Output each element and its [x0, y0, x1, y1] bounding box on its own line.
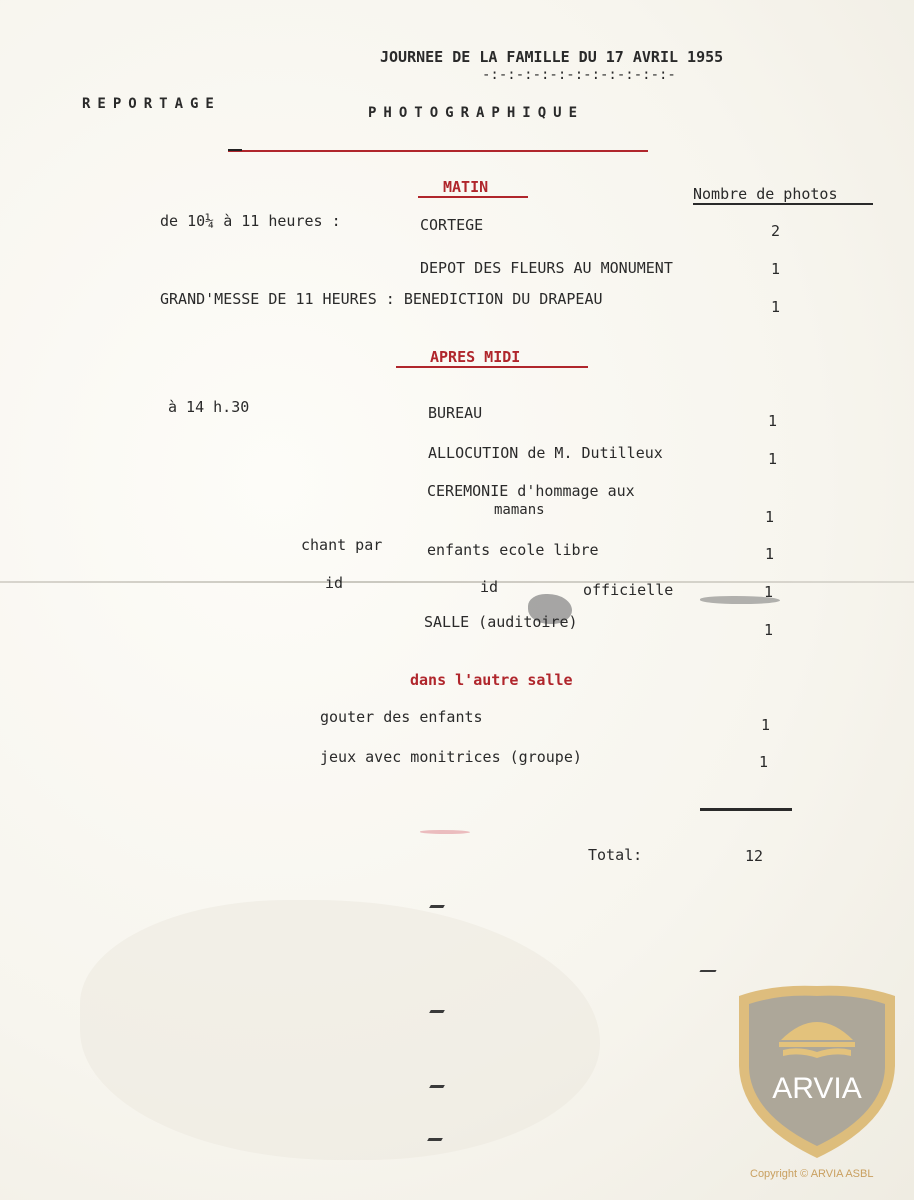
paper-fold-crease: [0, 581, 914, 583]
document-title: JOURNEE DE LA FAMILLE DU 17 AVRIL 1955: [380, 48, 724, 66]
section-heading-apres-midi: APRES MIDI: [430, 348, 521, 366]
matin-underline: [418, 196, 528, 198]
count-column-underline: [693, 203, 873, 205]
item-count: 1: [768, 450, 778, 468]
total-rule: [700, 808, 792, 811]
report-title-rule: [228, 150, 648, 152]
matin-time: de 10¼ à 11 heures :: [160, 212, 341, 230]
item-count: 1: [761, 716, 771, 734]
total-label: Total:: [588, 846, 643, 864]
item-count: 1: [771, 298, 781, 316]
item-label: CEREMONIE d'hommage aux: [427, 482, 635, 500]
pink-mark: [420, 830, 470, 834]
item-mid: id: [480, 578, 499, 596]
report-title-word1: REPORTAGE: [82, 96, 221, 112]
item-label: DEPOT DES FLEURS AU MONUMENT: [420, 259, 673, 277]
report-title-rule-black: [228, 149, 242, 151]
count-column-label: Nombre de photos: [693, 185, 838, 203]
staple-hole: [699, 970, 716, 972]
mass-label: GRAND'MESSE DE 11 HEURES : BENEDICTION DU DRAPEAU: [160, 290, 603, 308]
item-count: 1: [768, 412, 778, 430]
item-count: 2: [771, 222, 781, 240]
total-value: 12: [745, 847, 764, 865]
item-count: 1: [765, 508, 775, 526]
staple-hole: [427, 1138, 443, 1141]
section-heading-matin: MATIN: [443, 178, 489, 196]
arvia-brand-text: ARVIA: [772, 1072, 862, 1105]
item-label: gouter des enfants: [320, 708, 483, 726]
item-count: 1: [759, 753, 769, 771]
report-title-word2: PHOTOGRAPHIQUE: [368, 105, 585, 121]
title-underline: -:-:-:-:-:-:-:-:-:-:-:-: [482, 67, 676, 83]
apres-midi-underline: [396, 366, 588, 368]
item-label: ALLOCUTION de M. Dutilleux: [428, 444, 663, 462]
item-label-continuation: mamans: [494, 502, 545, 518]
item-count: 1: [764, 583, 774, 601]
apres-midi-time: à 14 h.30: [168, 398, 250, 416]
item-label: CORTEGE: [420, 216, 484, 234]
item-prefix: id: [325, 574, 344, 592]
staple-hole: [429, 1010, 445, 1013]
arvia-shield-logo: [733, 982, 901, 1162]
item-label: officielle: [583, 581, 674, 599]
item-count: 1: [765, 545, 775, 563]
stain-shadow: [80, 900, 600, 1160]
item-count: 1: [764, 621, 774, 639]
item-label: SALLE (auditoire): [424, 613, 578, 631]
item-label: enfants ecole libre: [427, 541, 599, 559]
item-label: BUREAU: [428, 404, 483, 422]
item-prefix: chant par: [301, 536, 383, 554]
item-label: jeux avec monitrices (groupe): [320, 748, 582, 766]
item-count: 1: [771, 260, 781, 278]
copyright-notice: Copyright © ARVIA ASBL: [750, 1168, 874, 1180]
staple-hole: [429, 905, 445, 908]
staple-hole: [429, 1085, 445, 1088]
section-heading-autre-salle: dans l'autre salle: [410, 671, 573, 689]
